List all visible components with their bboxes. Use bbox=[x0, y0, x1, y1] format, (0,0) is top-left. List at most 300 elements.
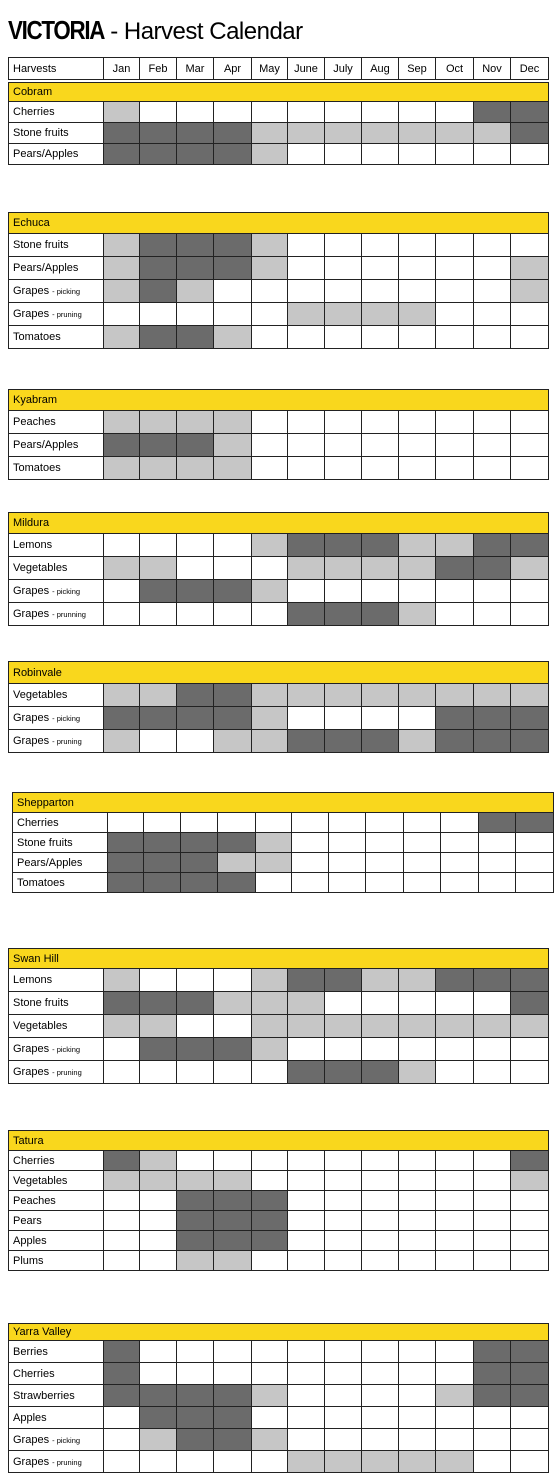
crop-row bbox=[13, 873, 554, 893]
month-cell-apr bbox=[214, 580, 252, 603]
month-cell-apr bbox=[214, 411, 252, 434]
crop-label bbox=[9, 1191, 104, 1211]
crop-label bbox=[9, 534, 104, 557]
month-cell-mar bbox=[181, 853, 218, 873]
month-cell-july bbox=[325, 1251, 362, 1271]
month-cell-aug bbox=[362, 580, 399, 603]
month-cell-nov bbox=[474, 1015, 511, 1038]
month-cell-sep bbox=[399, 280, 436, 303]
month-cell-oct bbox=[436, 969, 474, 992]
crop-activity-note: - picking bbox=[52, 287, 81, 296]
crop-row bbox=[9, 730, 549, 753]
month-cell-aug bbox=[362, 1451, 399, 1473]
month-cell-apr bbox=[218, 873, 256, 893]
month-cell-aug bbox=[362, 411, 399, 434]
crop-row bbox=[9, 1407, 549, 1429]
crop-label bbox=[9, 1171, 104, 1191]
month-cell-aug bbox=[362, 534, 399, 557]
month-cell-july bbox=[325, 969, 362, 992]
month-cell-june bbox=[288, 1211, 325, 1231]
month-cell-feb bbox=[140, 326, 177, 349]
month-cell-july bbox=[325, 1151, 362, 1171]
month-cell-july bbox=[325, 1038, 362, 1061]
month-cell-feb bbox=[140, 1385, 177, 1407]
crop-row bbox=[9, 411, 549, 434]
crop-row bbox=[9, 434, 549, 457]
month-cell-nov bbox=[474, 234, 511, 257]
crop-name: Grapes bbox=[13, 1066, 50, 1078]
month-cell-nov bbox=[474, 534, 511, 557]
crop-activity-note: - picking bbox=[52, 1435, 81, 1445]
crop-activity-note: - pruning bbox=[52, 737, 82, 746]
month-cell-jan bbox=[104, 1171, 140, 1191]
crop-row bbox=[9, 603, 549, 626]
crop-name: Pears/Apples bbox=[13, 262, 79, 274]
region-heading: Robinvale bbox=[9, 662, 549, 684]
month-cell-mar bbox=[177, 257, 214, 280]
month-cell-apr bbox=[214, 1211, 252, 1231]
harvests-header-label: Harvests bbox=[9, 58, 104, 80]
crop-label bbox=[13, 833, 108, 853]
month-cell-june bbox=[288, 234, 325, 257]
crop-name: Grapes bbox=[13, 585, 50, 597]
month-cell-mar bbox=[177, 1191, 214, 1211]
crop-label bbox=[9, 684, 104, 707]
crop-name: Cherries bbox=[13, 1154, 55, 1167]
month-cell-sep bbox=[399, 1191, 436, 1211]
month-cell-dec bbox=[511, 1211, 549, 1231]
month-cell-july bbox=[325, 144, 362, 165]
month-cell-aug bbox=[362, 123, 399, 144]
region-heading: Mildura bbox=[9, 513, 549, 534]
month-cell-may bbox=[252, 1363, 288, 1385]
crop-row bbox=[9, 557, 549, 580]
month-cell-feb bbox=[144, 873, 181, 893]
month-cell-june bbox=[288, 303, 325, 326]
crop-label bbox=[9, 557, 104, 580]
month-cell-june bbox=[288, 969, 325, 992]
crop-name: Cherries bbox=[13, 106, 55, 118]
month-cell-mar bbox=[177, 457, 214, 480]
month-cell-jan bbox=[104, 1363, 140, 1385]
month-cell-oct bbox=[440, 833, 478, 853]
crop-label bbox=[9, 707, 104, 730]
month-cell-june bbox=[288, 457, 325, 480]
month-cell-nov bbox=[474, 707, 511, 730]
month-cell-may bbox=[252, 1407, 288, 1429]
crop-name: Grapes bbox=[13, 1455, 50, 1468]
month-cell-oct bbox=[436, 1407, 474, 1429]
month-cell-may bbox=[256, 813, 292, 833]
month-cell-june bbox=[288, 1191, 325, 1211]
crop-activity-note: - pruning bbox=[52, 310, 82, 319]
crop-name: Grapes bbox=[13, 308, 50, 320]
month-cell-jan bbox=[104, 102, 140, 123]
month-cell-dec bbox=[515, 853, 553, 873]
month-cell-dec bbox=[511, 1151, 549, 1171]
page-title bbox=[8, 14, 303, 46]
crop-row bbox=[9, 257, 549, 280]
month-cell-apr bbox=[214, 1231, 252, 1251]
month-cell-aug bbox=[362, 1231, 399, 1251]
month-cell-oct bbox=[436, 1191, 474, 1211]
crop-name: Vegetables bbox=[13, 562, 68, 574]
crop-row bbox=[9, 684, 549, 707]
crop-activity-note: - picking bbox=[52, 587, 81, 596]
month-cell-aug bbox=[362, 1015, 399, 1038]
month-cell-may bbox=[252, 280, 288, 303]
month-cell-sep bbox=[399, 1171, 436, 1191]
month-cell-mar bbox=[177, 303, 214, 326]
month-cell-may bbox=[252, 603, 288, 626]
month-cell-aug bbox=[362, 1429, 399, 1451]
crop-row bbox=[9, 144, 549, 165]
month-cell-sep bbox=[399, 326, 436, 349]
crop-row bbox=[9, 1038, 549, 1061]
crop-row bbox=[9, 280, 549, 303]
month-cell-mar bbox=[181, 873, 218, 893]
crop-row bbox=[9, 1429, 549, 1451]
month-cell-feb bbox=[140, 1451, 177, 1473]
region-table-echuca bbox=[8, 212, 549, 349]
month-cell-aug bbox=[362, 1191, 399, 1211]
month-cell-july bbox=[329, 873, 366, 893]
month-cell-sep bbox=[399, 234, 436, 257]
month-cell-apr bbox=[214, 102, 252, 123]
month-cell-sep bbox=[399, 411, 436, 434]
month-cell-mar bbox=[177, 102, 214, 123]
month-cell-dec bbox=[511, 1407, 549, 1429]
month-cell-may bbox=[252, 557, 288, 580]
month-cell-july bbox=[325, 1061, 362, 1084]
crop-row bbox=[9, 303, 549, 326]
month-cell-oct bbox=[436, 1038, 474, 1061]
month-cell-oct bbox=[436, 144, 474, 165]
month-cell-june bbox=[288, 411, 325, 434]
month-cell-july bbox=[325, 534, 362, 557]
month-cell-dec bbox=[511, 1191, 549, 1211]
month-cell-sep bbox=[399, 1211, 436, 1231]
month-cell-oct bbox=[436, 1171, 474, 1191]
crop-label bbox=[9, 1211, 104, 1231]
month-cell-sep bbox=[399, 992, 436, 1015]
month-cell-dec bbox=[515, 873, 553, 893]
crop-row bbox=[9, 1171, 549, 1191]
month-cell-apr bbox=[214, 1171, 252, 1191]
month-cell-apr bbox=[214, 457, 252, 480]
month-cell-dec bbox=[511, 257, 549, 280]
month-cell-apr bbox=[214, 1363, 252, 1385]
crop-name: Pears/Apples bbox=[13, 148, 79, 160]
month-cell-june bbox=[288, 534, 325, 557]
month-cell-may bbox=[252, 1015, 288, 1038]
month-cell-july bbox=[325, 1211, 362, 1231]
month-cell-july bbox=[325, 1363, 362, 1385]
month-cell-apr bbox=[214, 1251, 252, 1271]
month-cell-jan bbox=[104, 1451, 140, 1473]
month-cell-nov bbox=[474, 730, 511, 753]
month-cell-apr bbox=[214, 969, 252, 992]
crop-row bbox=[9, 969, 549, 992]
region-heading: Shepparton bbox=[13, 793, 554, 813]
month-cell-july bbox=[325, 1231, 362, 1251]
month-cell-dec bbox=[515, 813, 553, 833]
month-cell-july bbox=[329, 813, 366, 833]
month-cell-apr bbox=[214, 1151, 252, 1171]
month-cell-apr bbox=[214, 1191, 252, 1211]
month-cell-feb bbox=[140, 707, 177, 730]
crop-row bbox=[13, 833, 554, 853]
month-cell-nov bbox=[478, 853, 515, 873]
month-cell-jan bbox=[104, 1251, 140, 1271]
crop-label bbox=[9, 123, 104, 144]
month-cell-dec bbox=[511, 969, 549, 992]
month-cell-feb bbox=[140, 457, 177, 480]
month-cell-dec bbox=[511, 1231, 549, 1251]
month-cell-june bbox=[288, 102, 325, 123]
month-cell-mar bbox=[177, 580, 214, 603]
month-cell-jan bbox=[108, 813, 144, 833]
crop-label bbox=[9, 234, 104, 257]
month-cell-dec bbox=[511, 434, 549, 457]
month-cell-feb bbox=[140, 1429, 177, 1451]
month-cell-sep bbox=[403, 833, 440, 853]
month-cell-oct bbox=[436, 603, 474, 626]
month-cell-aug bbox=[366, 873, 403, 893]
month-cell-jan bbox=[104, 684, 140, 707]
crop-label bbox=[9, 1429, 104, 1451]
month-cell-apr bbox=[214, 1015, 252, 1038]
month-cell-oct bbox=[436, 707, 474, 730]
month-cell-oct bbox=[440, 873, 478, 893]
month-cell-jan bbox=[104, 1151, 140, 1171]
month-cell-sep bbox=[399, 1385, 436, 1407]
crop-row bbox=[9, 992, 549, 1015]
month-cell-jan bbox=[104, 1429, 140, 1451]
month-cell-dec bbox=[511, 1251, 549, 1271]
month-cell-oct bbox=[436, 102, 474, 123]
month-cell-june bbox=[288, 730, 325, 753]
month-cell-apr bbox=[214, 1451, 252, 1473]
month-cell-mar bbox=[177, 707, 214, 730]
month-cell-apr bbox=[214, 326, 252, 349]
crop-name: Tomatoes bbox=[13, 462, 61, 474]
month-cell-mar bbox=[177, 534, 214, 557]
month-cell-jan bbox=[104, 144, 140, 165]
month-cell-jan bbox=[104, 1407, 140, 1429]
month-cell-mar bbox=[177, 1407, 214, 1429]
month-cell-may bbox=[252, 434, 288, 457]
month-cell-nov bbox=[474, 1211, 511, 1231]
month-cell-july bbox=[325, 707, 362, 730]
month-cell-dec bbox=[511, 1171, 549, 1191]
month-cell-oct bbox=[436, 1429, 474, 1451]
month-cell-apr bbox=[218, 813, 256, 833]
crop-row bbox=[9, 1061, 549, 1084]
crop-label bbox=[9, 1015, 104, 1038]
month-cell-aug bbox=[362, 1151, 399, 1171]
month-cell-may bbox=[252, 326, 288, 349]
month-cell-nov bbox=[474, 1061, 511, 1084]
month-cell-may bbox=[252, 580, 288, 603]
month-cell-may bbox=[252, 684, 288, 707]
month-cell-june bbox=[288, 1407, 325, 1429]
month-cell-apr bbox=[214, 234, 252, 257]
month-cell-june bbox=[288, 1385, 325, 1407]
month-cell-dec bbox=[511, 1385, 549, 1407]
month-cell-sep bbox=[399, 730, 436, 753]
month-cell-mar bbox=[177, 123, 214, 144]
crop-label bbox=[9, 1038, 104, 1061]
month-cell-may bbox=[252, 1061, 288, 1084]
month-cell-may bbox=[252, 707, 288, 730]
month-cell-may bbox=[252, 457, 288, 480]
month-cell-oct bbox=[436, 1451, 474, 1473]
crop-name: Peaches bbox=[13, 1194, 56, 1207]
month-cell-june bbox=[292, 873, 329, 893]
crop-row bbox=[9, 326, 549, 349]
month-cell-feb bbox=[140, 1015, 177, 1038]
month-cell-may bbox=[252, 411, 288, 434]
month-cell-june bbox=[288, 707, 325, 730]
month-header-aug: Aug bbox=[362, 58, 399, 80]
month-cell-oct bbox=[436, 730, 474, 753]
month-cell-nov bbox=[474, 280, 511, 303]
month-cell-sep bbox=[399, 557, 436, 580]
month-cell-june bbox=[288, 1363, 325, 1385]
crop-name: Apples bbox=[13, 1411, 47, 1424]
month-cell-sep bbox=[403, 873, 440, 893]
crop-name: Pears/Apples bbox=[13, 439, 79, 451]
month-cell-aug bbox=[362, 1363, 399, 1385]
month-cell-sep bbox=[399, 123, 436, 144]
month-cell-june bbox=[288, 1231, 325, 1251]
month-cell-aug bbox=[362, 257, 399, 280]
month-cell-jan bbox=[104, 303, 140, 326]
month-cell-feb bbox=[140, 102, 177, 123]
month-cell-sep bbox=[399, 102, 436, 123]
month-cell-oct bbox=[436, 1061, 474, 1084]
month-cell-aug bbox=[362, 707, 399, 730]
month-cell-june bbox=[288, 603, 325, 626]
month-cell-nov bbox=[474, 411, 511, 434]
month-cell-nov bbox=[478, 833, 515, 853]
region-table-swan-hill bbox=[8, 948, 549, 1084]
crop-name: Grapes bbox=[13, 608, 50, 620]
month-cell-may bbox=[252, 257, 288, 280]
month-cell-may bbox=[252, 1038, 288, 1061]
month-cell-may bbox=[252, 1251, 288, 1271]
month-cell-mar bbox=[177, 434, 214, 457]
month-cell-nov bbox=[474, 557, 511, 580]
month-cell-aug bbox=[362, 730, 399, 753]
month-cell-sep bbox=[403, 813, 440, 833]
month-cell-mar bbox=[177, 144, 214, 165]
month-cell-feb bbox=[140, 1341, 177, 1363]
crop-row bbox=[9, 534, 549, 557]
month-cell-june bbox=[288, 1251, 325, 1271]
month-cell-feb bbox=[140, 1231, 177, 1251]
month-cell-mar bbox=[181, 833, 218, 853]
crop-activity-note: - pruning bbox=[52, 1068, 82, 1077]
month-cell-mar bbox=[177, 280, 214, 303]
month-cell-may bbox=[252, 534, 288, 557]
month-cell-nov bbox=[474, 123, 511, 144]
crop-name: Stone fruits bbox=[13, 239, 69, 251]
month-cell-july bbox=[325, 1015, 362, 1038]
month-cell-sep bbox=[399, 580, 436, 603]
crop-name: Stone fruits bbox=[13, 127, 69, 139]
month-cell-oct bbox=[436, 411, 474, 434]
month-cell-apr bbox=[214, 557, 252, 580]
month-cell-july bbox=[325, 992, 362, 1015]
crop-row bbox=[9, 707, 549, 730]
crop-label bbox=[9, 326, 104, 349]
crop-row bbox=[9, 102, 549, 123]
month-cell-mar bbox=[177, 1251, 214, 1271]
month-cell-june bbox=[288, 144, 325, 165]
month-cell-aug bbox=[362, 102, 399, 123]
month-cell-jan bbox=[104, 707, 140, 730]
month-cell-july bbox=[329, 853, 366, 873]
month-header-oct: Oct bbox=[436, 58, 474, 80]
month-cell-july bbox=[325, 303, 362, 326]
month-cell-jan bbox=[104, 1191, 140, 1211]
month-cell-may bbox=[252, 1231, 288, 1251]
month-cell-apr bbox=[214, 684, 252, 707]
region-table-yarra-valley bbox=[8, 1323, 549, 1473]
month-cell-apr bbox=[214, 280, 252, 303]
month-cell-july bbox=[325, 457, 362, 480]
month-cell-oct bbox=[436, 280, 474, 303]
crop-name: Grapes bbox=[13, 285, 50, 297]
month-cell-sep bbox=[399, 144, 436, 165]
month-header-june: June bbox=[288, 58, 325, 80]
region-heading: Echuca bbox=[9, 213, 549, 234]
crop-name: Stone fruits bbox=[13, 997, 69, 1009]
month-cell-dec bbox=[511, 102, 549, 123]
month-cell-jan bbox=[104, 557, 140, 580]
month-cell-sep bbox=[403, 853, 440, 873]
month-cell-jan bbox=[104, 1385, 140, 1407]
month-header-row bbox=[9, 58, 549, 80]
month-cell-oct bbox=[436, 326, 474, 349]
month-header-nov: Nov bbox=[474, 58, 511, 80]
month-cell-dec bbox=[511, 707, 549, 730]
month-cell-may bbox=[252, 1341, 288, 1363]
month-cell-aug bbox=[362, 557, 399, 580]
month-cell-may bbox=[252, 1211, 288, 1231]
month-cell-june bbox=[292, 853, 329, 873]
crop-activity-note: - picking bbox=[52, 1045, 81, 1054]
month-cell-feb bbox=[140, 257, 177, 280]
region-table-robinvale bbox=[8, 661, 549, 753]
crop-label bbox=[9, 1363, 104, 1385]
month-cell-apr bbox=[214, 144, 252, 165]
crop-name: Stone fruits bbox=[17, 836, 73, 849]
month-cell-may bbox=[252, 992, 288, 1015]
crop-name: Apples bbox=[13, 1234, 47, 1247]
month-cell-mar bbox=[177, 992, 214, 1015]
month-cell-june bbox=[288, 1171, 325, 1191]
month-cell-apr bbox=[214, 1385, 252, 1407]
month-cell-oct bbox=[440, 813, 478, 833]
month-cell-mar bbox=[177, 1363, 214, 1385]
month-cell-apr bbox=[214, 730, 252, 753]
month-cell-nov bbox=[474, 1251, 511, 1271]
crop-name: Grapes bbox=[13, 735, 50, 747]
month-cell-aug bbox=[362, 1061, 399, 1084]
